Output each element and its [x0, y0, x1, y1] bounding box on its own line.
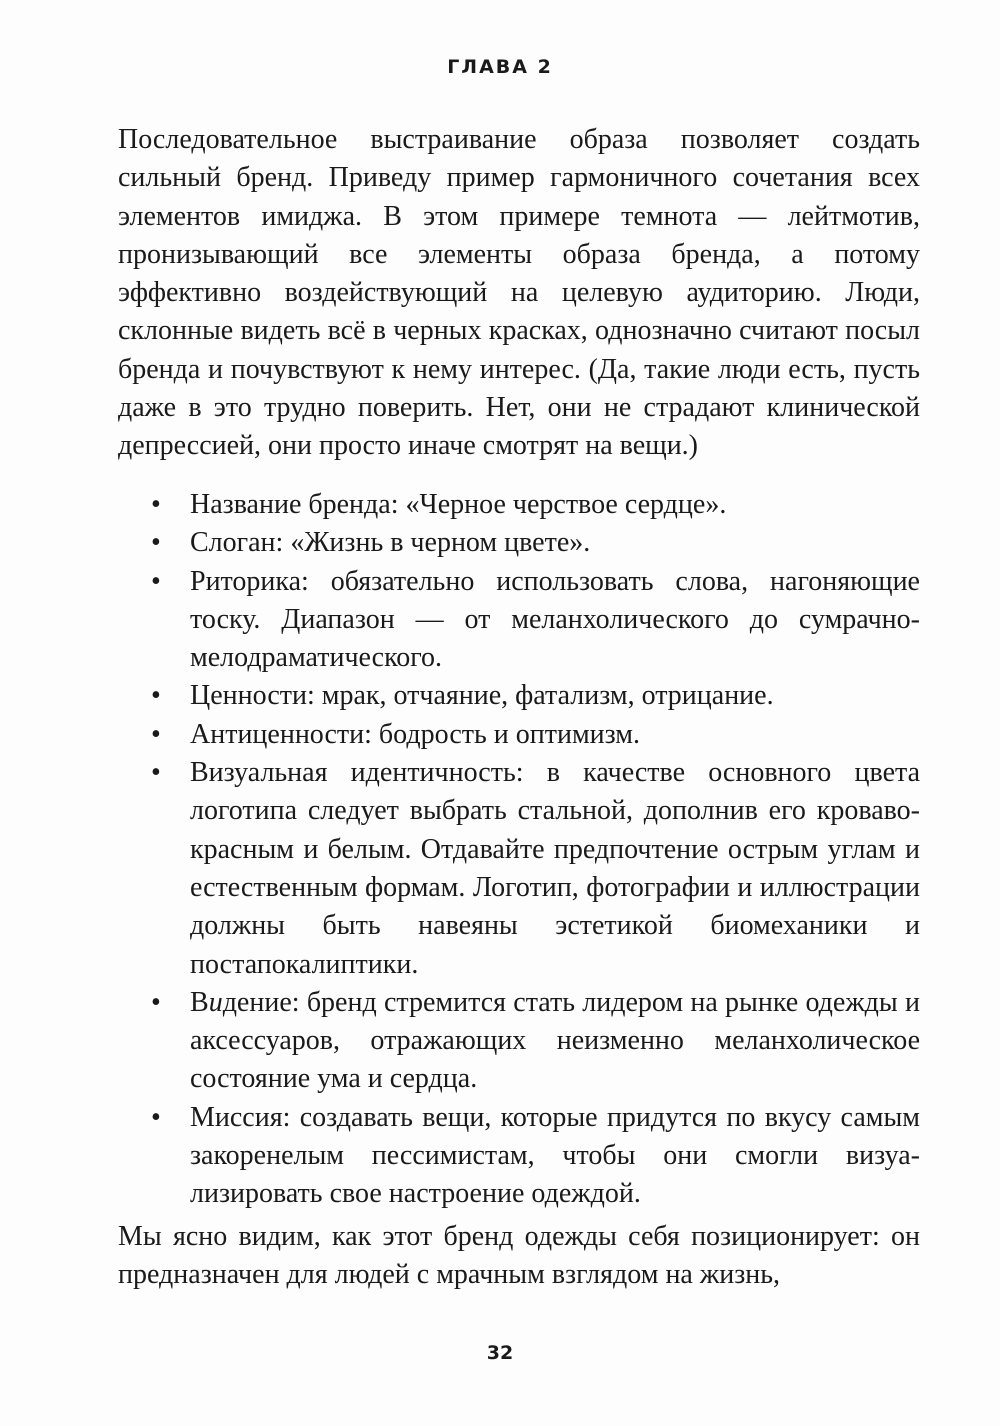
list-item-text: Антиценности: бодрость и оптимизм.	[190, 718, 641, 750]
list-item-brand-name	[118, 486, 920, 524]
bullet-icon: •	[151, 757, 161, 789]
bullet-icon: •	[151, 565, 161, 597]
list-item-rhetoric	[118, 563, 920, 678]
bullet-icon: •	[151, 718, 161, 750]
vision-stress-letter: и	[208, 986, 223, 1018]
vision-lead: В	[190, 986, 209, 1018]
list-item-slogan	[118, 524, 920, 562]
intro-paragraph: Последовательное выстраивание образа позволяет создать сильный бренд. Приведу пример гармоничного сочетания всех элементов имиджа. В этом примере темнота — лейтмотив, пронизывающий все элементы образа бренда, а потому эффективно воздействующий на целевую аудиторию. Люди, склонные видеть всё в черных красках, однозначно считают посыл бренда и почувствуют к нему интерес. (Да, такие люди есть, пусть даже в это трудно поверить. Нет, они не страдают клинической депрессией, они просто иначе смотрят на вещи.)	[118, 124, 920, 462]
list-item-values	[118, 677, 920, 715]
bullet-icon: •	[151, 489, 161, 520]
page-number: 32	[486, 1342, 514, 1364]
bullet-icon: •	[151, 680, 161, 712]
running-head: ГЛАВА 2	[447, 56, 553, 78]
list-item-vision	[118, 984, 920, 1099]
list-item-text: Ценности: мрак, отчаяние, фатализм, отрицание.	[190, 680, 774, 712]
bullet-icon: •	[151, 1101, 161, 1133]
list-item-text: Миссия: создавать вещи, которые придутся по вкусу самым закоренелым пессимистам, чтобы они смогли визуализировать свое настроение одеждой.	[190, 1101, 920, 1210]
list-item-visual-identity	[118, 754, 920, 984]
list-item-text: Визуальная идентичность: в качестве основного цвета логотипа следует выбрать стальной, дополнив его кроваво-красным и белым. Отдавайте предпочтение острым углам и естественным формам. Логотип, фотографии и иллюстрации должны быть навеяны эстетикой биомеханики и постапокалиптики.	[190, 757, 920, 980]
list-item-text: Слоган: «Жизнь в черном цвете».	[190, 527, 591, 559]
list-item-anti-values	[118, 716, 920, 754]
list-item-text: Название бренда: «Черное черствое сердце».	[190, 489, 727, 520]
bullet-icon: •	[151, 986, 161, 1018]
bullet-icon: •	[151, 527, 161, 559]
list-item-text	[190, 987, 920, 1095]
brand-elements-list	[118, 486, 920, 1214]
vision-rest: дение: бренд стремится стать лидером на рынке одежды и аксессуаров, отражающих неизменно меланхолическое состояние ума и сердца.	[190, 986, 920, 1095]
list-item-mission	[118, 1099, 920, 1214]
list-item-text: Риторика: обязательно использовать слова, нагоняющие тоску. Диапазон — от меланхолического до сумрачно-мелодраматического.	[190, 565, 920, 674]
closing-paragraph: Мы ясно видим, как этот бренд одежды себя позиционирует: он предназначен для людей с мрачным взглядом на жизнь,	[118, 1221, 920, 1291]
